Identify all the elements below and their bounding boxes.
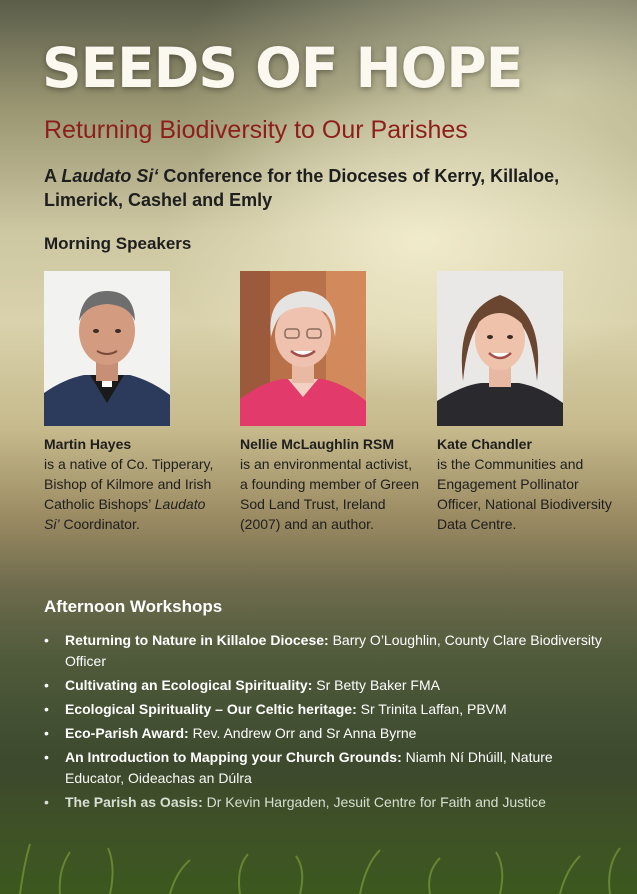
speaker-photo	[44, 271, 170, 426]
list-item: • Returning to Nature in Killaloe Diocese: Barry O’Loughlin, County Clare Biodiversity Officer	[44, 630, 604, 672]
speaker-name: Nellie McLaughlin RSM	[240, 436, 395, 452]
grass-decoration	[0, 774, 637, 894]
intro-line: A Laudato Si‘ Conference for the Dioceses of Kerry, Killaloe, Limerick, Cashel and Emly	[44, 166, 560, 210]
list-item: • Cultivating an Ecological Spirituality: Sr Betty Baker FMA	[44, 675, 604, 696]
speaker-bio: is an environmental activist, a founding member of Green Sod Land Trust, Ireland (2007) and an author.	[240, 456, 419, 532]
morning-speakers-heading: Morning Speakers	[44, 234, 192, 253]
speaker-bio: is the Communities and Engagement Pollinator Officer, National Biodiversity Data Centre.	[437, 456, 612, 532]
intro-emphasis: Laudato Si‘	[61, 166, 159, 186]
speaker-name: Kate Chandler	[437, 436, 532, 452]
speaker-card	[44, 271, 224, 534]
speaker-photo	[240, 271, 366, 426]
list-item: • An Introduction to Mapping your Church Grounds: Niamh Ní Dhúill, Nature	[44, 747, 604, 789]
speaker-bio: is a native of Co. Tipperary, Bishop of Kilmore and Irish Catholic Bishops’ Laudato Si’ Coordinator.	[44, 456, 214, 532]
speaker-photo	[437, 271, 563, 426]
speaker-name: Martin Hayes	[44, 436, 132, 452]
speaker-card	[240, 271, 420, 534]
list-item: • Eco-Parish Award: Rev. Andrew Orr and Sr Anna Byrne	[44, 723, 604, 744]
afternoon-workshops-heading: Afternoon Workshops	[44, 597, 223, 616]
main-title: SEEDS OF HOPE	[42, 36, 523, 100]
subtitle: Returning Biodiversity to Our Parishes	[44, 116, 468, 144]
list-item: • Ecological Spirituality – Our Celtic heritage: Sr Trinita Laffan, PBVM	[44, 699, 604, 720]
speaker-card	[437, 271, 617, 534]
